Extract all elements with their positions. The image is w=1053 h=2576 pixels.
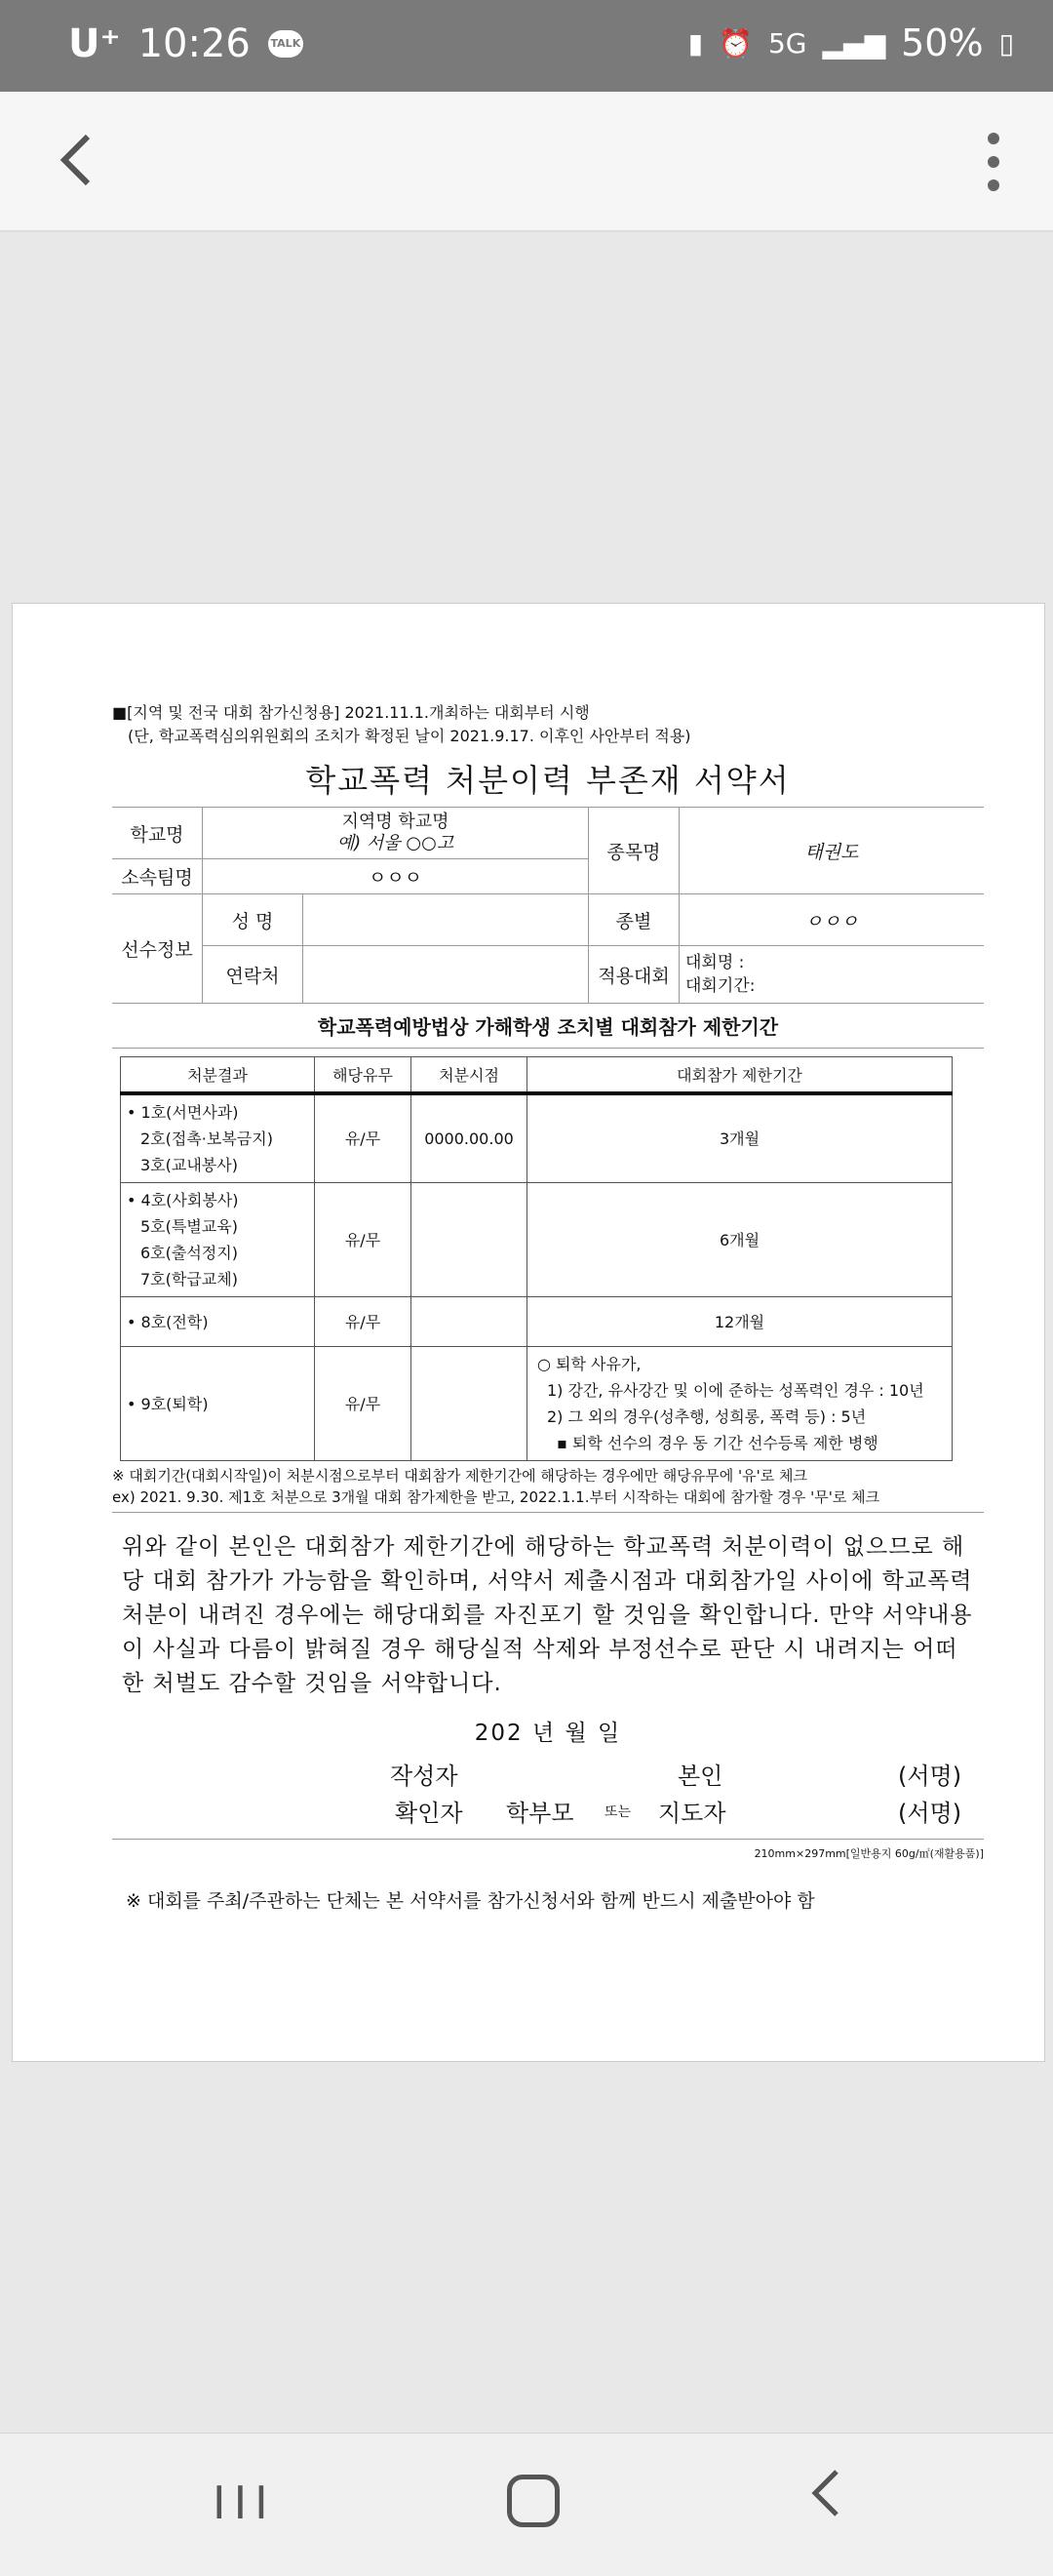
home-button[interactable] <box>507 2475 560 2527</box>
event-value: 태권도 <box>680 808 985 894</box>
restriction-table <box>120 1056 953 1461</box>
paper-spec: 210mm×297mm[일반용지 60g/㎡(재활용품)] <box>112 1839 984 1861</box>
header-result: 처분결과 <box>121 1057 315 1094</box>
date-cell <box>411 1347 527 1461</box>
table-row <box>121 1347 953 1461</box>
battery-icon: ▯ <box>998 26 1014 59</box>
carrier-label: U⁺ <box>68 21 121 66</box>
writer-signature-row: 작성자 본인 (서명) <box>390 1763 962 1790</box>
table-notes: ※ 대회기간(대회시작일)이 처분시점으로부터 대회참가 제한기간에 해당하는 경우에만 해당유무에 '유'로 체크 ex) 2021. 9.30. 제1호 처분으로 3개월 대회 참가제한을 받고, 2022.1.1.부터 시작하는 대회에 참가할 경우 '무'로 체크 <box>112 1467 880 1506</box>
more-vertical-icon <box>988 133 999 144</box>
battery-saver-icon: ▮ <box>687 26 704 59</box>
back-arrow-icon <box>805 2464 844 2522</box>
yn-cell: 유/무 <box>315 1297 411 1347</box>
document-title: 학교폭력 처분이력 부존재 서약서 <box>305 762 791 799</box>
school-label: 학교명 <box>112 808 203 859</box>
status-bar <box>0 0 1053 92</box>
chevron-left-icon <box>55 131 98 189</box>
kakao-talk-icon: TALK <box>268 30 303 58</box>
pledge-text: 위와 같이 본인은 대회참가 제한기간에 해당하는 학교폭력 처분이력이 없으므로 해당 대회 참가가 가능함을 확인하며, 서약서 제출시점과 대회참가일 사이에 학교폭력 처분이 내려진 경우에는 해당대회를 자진포기 할 것임을 확인합니다. 만약 서약내용이 사실과 다름이 밝혀질 경우 해당실적 삭제와 부정선수로 판단 시 내려지는 어떠한 처벌도 감수할 것임을 서약합니다. <box>122 1534 973 1696</box>
recent-apps-button[interactable]: III <box>213 2477 276 2529</box>
system-back-button[interactable] <box>805 2463 844 2538</box>
contact-label: 연락처 <box>203 946 303 1004</box>
app-bar <box>0 92 1053 232</box>
navigation-bar <box>0 2433 1053 2576</box>
table-row <box>121 1183 953 1297</box>
footnote: ※ 대회를 주최/주관하는 단체는 본 서약서를 참가신청서와 함께 반드시 제출받아야 함 <box>126 1890 815 1912</box>
notice-line-2: (단, 학교폭력심의위원회의 조치가 확정된 날이 2021.9.17. 이후인 사안부터 적용) <box>128 727 691 745</box>
5g-icon: 5G <box>767 26 807 59</box>
alarm-icon: ⏰ <box>719 26 753 59</box>
team-value: ㅇㅇㅇ <box>203 859 589 894</box>
competition-label: 적용대회 <box>589 946 680 1004</box>
more-options-button[interactable] <box>979 133 1008 191</box>
date-cell <box>411 1183 527 1297</box>
name-value <box>303 894 589 946</box>
yn-cell: 유/무 <box>315 1183 411 1297</box>
athlete-label: 선수정보 <box>112 894 203 1004</box>
category-label: 종별 <box>589 894 680 946</box>
info-table <box>112 807 984 1004</box>
event-label: 종목명 <box>589 808 680 894</box>
contact-value <box>303 946 589 1004</box>
limit-cell: 12개월 <box>527 1297 953 1347</box>
category-value: ㅇㅇㅇ <box>680 894 985 946</box>
confirmer-signature-row: 확인자 학부모 또는 지도자 (서명) <box>395 1800 962 1827</box>
result-cell: • 1호(서면사과) 2호(접촉·보복금지) 3호(교내봉사) <box>121 1093 315 1183</box>
notice-line-1: ■[지역 및 전국 대회 참가신청용] 2021.11.1.개최하는 대회부터 시행 <box>112 703 590 722</box>
header-yn: 해당유무 <box>315 1057 411 1094</box>
status-right <box>688 21 1014 64</box>
document-page[interactable] <box>12 603 1045 2062</box>
school-value: 지역명 학교명 예) 서울 ○○고 <box>203 808 589 859</box>
header-limit: 대회참가 제한기간 <box>527 1057 953 1094</box>
header-date: 처분시점 <box>411 1057 527 1094</box>
status-left <box>68 21 303 66</box>
date-line: 202 년 월 일 <box>474 1721 622 1746</box>
competition-value: 대회명 : 대회기간: <box>680 946 985 1004</box>
result-cell: • 4호(사회봉사) 5호(특별교육) 6호(출석정지) 7호(학급교체) <box>121 1183 315 1297</box>
table-row <box>121 1093 953 1183</box>
table-row <box>121 1297 953 1347</box>
result-cell: • 8호(전학) <box>121 1297 315 1347</box>
back-button[interactable] <box>55 131 113 189</box>
limit-cell: ○ 퇴학 사유가, 1) 강간, 유사강간 및 이에 준하는 성폭력인 경우 : 10년 2) 그 외의 경우(성추행, 성희롱, 폭력 등) : 5년 ▪ 퇴학 선수의 경우 동 기간 선수등록 제한 병행 <box>527 1347 953 1461</box>
clock: 10:26 <box>137 21 251 66</box>
document-content <box>112 701 984 1913</box>
date-cell <box>411 1297 527 1347</box>
team-label: 소속팀명 <box>112 859 203 894</box>
yn-cell: 유/무 <box>315 1347 411 1461</box>
battery-percent: 50% <box>901 21 984 64</box>
law-title: 학교폭력예방법상 가해학생 조치별 대회참가 제한기간 <box>112 1004 984 1049</box>
limit-cell: 3개월 <box>527 1093 953 1183</box>
limit-cell: 6개월 <box>527 1183 953 1297</box>
result-cell: • 9호(퇴학) <box>121 1347 315 1461</box>
date-cell: 0000.00.00 <box>411 1093 527 1183</box>
name-label: 성 명 <box>203 894 303 946</box>
signal-icon: ▂▄▆ <box>822 26 886 59</box>
yn-cell: 유/무 <box>315 1093 411 1183</box>
